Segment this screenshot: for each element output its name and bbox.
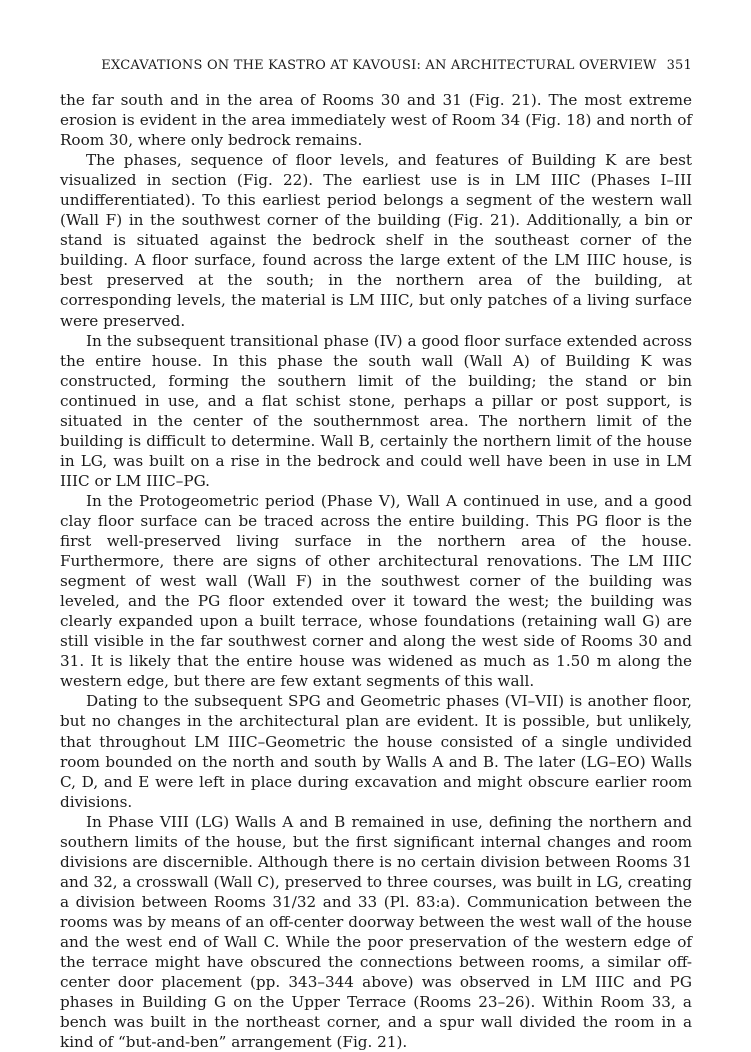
paragraph-continued: the far south and in the area of Rooms 30 and 31 (Fig. 21). The most extreme erosion is evident in the area immediately west of Room 34 (Fig. 18) and north of Room 30, where only bedrock remains. bbox=[60, 91, 692, 150]
page bbox=[60, 58, 692, 1052]
page-number: 351 bbox=[666, 58, 692, 73]
paragraph: Dating to the subsequent SPG and Geometric phases (VI–VII) is another floor, but no changes in the architectural plan are evident. It is possible, but unlikely, that throughout LM IIIC–Geometric the house consisted of a single undivided room bounded on the north and south by Walls A and B. The later (LG–EO) Walls C, D, and E were left in place during excavation and might obscure earlier room divisions. bbox=[60, 692, 692, 811]
body-text bbox=[60, 90, 692, 1052]
running-head bbox=[60, 58, 692, 76]
running-title: EXCAVATIONS ON THE KASTRO AT KAVOUSI: AN ARCHITECTURAL OVERVIEW bbox=[101, 58, 657, 73]
paragraph: In the subsequent transitional phase (IV) a good floor surface extended across the entire house. In this phase the south wall (Wall A) of Building K was constructed, forming the southern limit of the building; the stand or bin continued in use, and a flat schist stone, perhaps a pillar or post support, is situated in the center of the southernmost area. The northern limit of the building is difficult to determine. Wall B, certainly the northern limit of the house in LG, was built on a rise in the bedrock and could well have been in use in LM IIIC or LM IIIC–PG. bbox=[60, 331, 692, 490]
paragraph: The phases, sequence of floor levels, and features of Building K are best visualized in section (Fig. 22). The earliest use is in LM IIIC (Phases I–III undifferentiated). To this earliest period belongs a segment of the western wall (Wall F) in the southwest corner of the building (Fig. 21). Additionally, a bin or stand is situated against the bedrock shelf in the southeast corner of the building. A floor surface, found across the large extent of the LM IIIC house, is best preserved at the south; in the northern area of the building, at corresponding levels, the material is LM IIIC, but only patches of a living surface were preserved. bbox=[60, 151, 692, 330]
paragraph: In Phase VIII (LG) Walls A and B remained in use, defining the northern and southern limits of the house, but the first significant internal changes and room divisions are discernible. Although there is no certain division between Rooms 31 and 32, a crosswall (Wall C), preserved to three courses, was built in LG, creating a division between Rooms 31/32 and 33 (Pl. 83:a). Communication between the rooms was by means of an off-center doorway between the west wall of the house and the west end of Wall C. While the poor preservation of the western edge of the terrace might have obscured the connections between rooms, a similar off-center door placement (pp. 343–344 above) was observed in LM IIIC and PG phases in Building G on the Upper Terrace (Rooms 23–26). Within Room 33, a bench was built in the northeast corner, and a spur wall divided the room in a kind of “but-and-ben” arrangement (Fig. 21). bbox=[60, 812, 692, 1052]
paragraph: In the Protogeometric period (Phase V), Wall A continued in use, and a good clay floor surface can be traced across the entire building. This PG floor is the first well-preserved living surface in the northern area of the house. Furthermore, there are signs of other architectural renovations. The LM IIIC segment of west wall (Wall F) in the southwest corner of the building was leveled, and the PG floor extended over it toward the west; the building was clearly expanded upon a built terrace, whose foundations (retaining wall G) are still visible in the far southwest corner and along the west side of Rooms 30 and 31. It is likely that the entire house was widened as much as 1.50 m along the western edge, but there are few extant segments of this wall. bbox=[60, 491, 692, 691]
